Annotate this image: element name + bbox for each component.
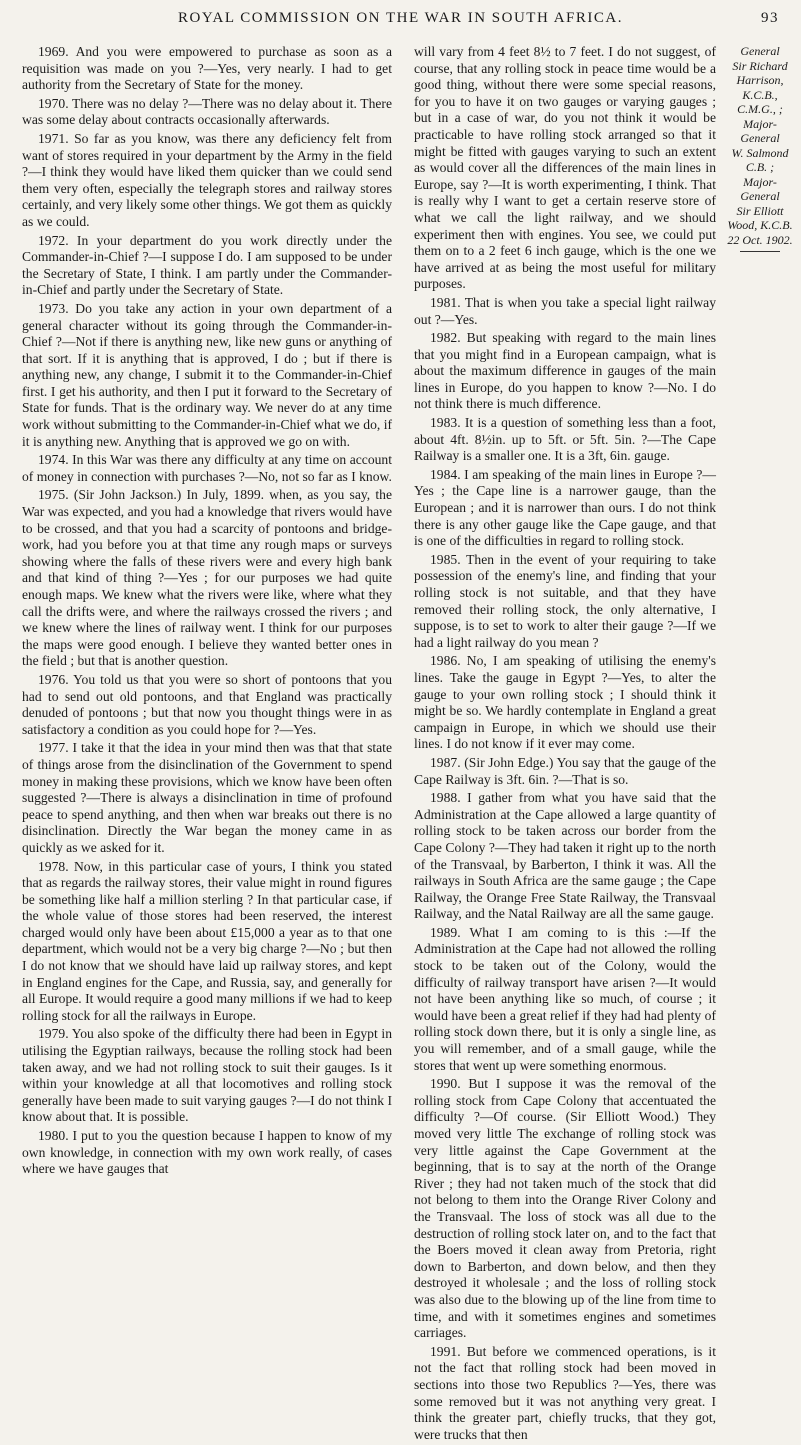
paragraph: 1989. What I am coming to is this :—If the Administration at the Cape had not allowed the rolling stock to be taken out of the Colony, would the difficulty of railway transport have arisen ?—It would not have been anything like so much, of course ; it would have been a great relief if they had had plenty of rolling stock down there, but it is only a single line, as you will remember, and of a small gauge, while the stores that went up were something enormous. bbox=[414, 924, 716, 1073]
page-header bbox=[0, 6, 801, 36]
running-title: ROYAL COMMISSION ON THE WAR IN SOUTH AFRICA. bbox=[178, 10, 623, 26]
paragraph: 1990. But I suppose it was the removal of the rolling stock from Cape Colony that accentuated the difficulty ?—Of course. (Sir Elliott Wood.) They moved very little The exchange of rolling stock was very little against the Cape Government at the beginning, that is to say at the north of the Orange River ; they had not taken much of the stock that did not belong to them into the Orange River Colony and the Transvaal. The loss of stock was all due to the destruction of rolling stock later on, and to the fact that the Boers moved it clean away from Pretoria, right down to Barberton, and down below, and then they destroyed it wholesale ; and the loss of rolling stock was also due to the blowing up of the line from time to time, and with it sometimes engines and sometimes carriages. bbox=[414, 1076, 716, 1341]
paragraph: 1975. (Sir John Jackson.) In July, 1899. when, as you say, the War was expected, and you had a knowledge that rivers would have to be crossed, and that you had a scarcity of pontoons and bridge-work, had you before you at that time any rough maps or surveys showing where the falls of these rivers were and every high bank and that kind of thing ?—Yes ; for our purposes we had quite enough maps. We knew what the rivers were like, where what they call the drifts were, and where the railways crossed the rivers ; and we knew where the lines of railway went. I think for our purposes the maps were good enough. I believe they wanted better ones in the field ; but that is another question. bbox=[22, 487, 392, 669]
margin-divider bbox=[740, 251, 780, 252]
right-column bbox=[414, 44, 716, 1445]
paragraph: 1978. Now, in this particular case of yours, I think you stated that as regards the railway stores, their value might in round figures be something like half a million sterling ? In that particular case, if the whole value of those stores had been reserved, the interest charged would only have been about £15,000 a year as to that one department, which would not be a very big charge ?—No ; but then I do not know that we should have laid up railway stores, and kept in England engines for the Cape, and Russia, say, and generally for all Europe. It would require a good many millions if we had to keep rolling stock for all the railways in Europe. bbox=[22, 858, 392, 1023]
margin-line: C.M.G., ; bbox=[737, 102, 783, 116]
paragraph: 1970. There was no delay ?—There was no delay about it. There was some delay about contracts occasionally afterwards. bbox=[22, 95, 392, 128]
paragraph: will vary from 4 feet 8½ to 7 feet. I do not suggest, of course, that any rolling stock in peace time would be a good thing, without there were some special reasons, for you to have it on two gauges or varying gauges ; but in a case of war, do you not think it would be practicable to have rolling stock arranged so that it might be fitted with gauges varying to such an extent as would cover all the differences of the main lines in Europe, say ?—It is worth experimenting, I think. That is really why I want to get a certain reserve store of what we call the light railway, and we should experiment then with engines. You see, we could put them on to a 2 feet 6 inch gauge, which is the one we have arrived at as being the most useful for military purposes. bbox=[414, 44, 716, 292]
margin-line: General bbox=[740, 44, 780, 58]
paragraph: 1971. So far as you know, was there any deficiency felt from want of stores required in your department by the Army in the field ?—I think they would have liked them quicker than we could send them very often, especially the telegraph stores and railway stores certainly, and very likely some other things. We got them as quickly as we could. bbox=[22, 130, 392, 229]
paragraph: 1981. That is when you take a special light railway out ?—Yes. bbox=[414, 294, 716, 327]
margin-line: C.B. ; bbox=[745, 160, 775, 174]
paragraph: 1986. No, I am speaking of utilising the enemy's lines. Take the gauge in Egypt ?—Yes, to alter the gauge to your own rolling stock ; I should think it might be so. We hardly contemplate in England a great campaign in Europe, in which we should use their lines. I do not know if it ever may come. bbox=[414, 653, 716, 752]
paragraph: 1969. And you were empowered to purchase as soon as a requisition was made on you ?—Yes, very nearly. I had to get authority from the Secretary of State for the money. bbox=[22, 44, 392, 93]
margin-line: Major- bbox=[743, 116, 777, 131]
margin-date: 22 Oct. 1902. bbox=[727, 232, 793, 247]
margin-line: Major- bbox=[743, 174, 777, 189]
margin-line: General bbox=[740, 131, 780, 145]
paragraph: 1974. In this War was there any difficulty at any time on account of money in connection with purchases ?—No, not so far as I know. bbox=[22, 452, 392, 484]
margin-line: Harrison, bbox=[736, 73, 784, 87]
margin-line: Wood, K.C.B. bbox=[727, 218, 793, 232]
paragraph: 1980. I put to you the question because I happen to know of my own knowledge, in connection with my own work really, of cases where we have gauges that bbox=[22, 1128, 392, 1177]
paragraph: 1976. You told us that you were so short of pontoons that you had to send out old pontoons, and that England was practically denuded of pontoons ; but that now you thought things were in as satisfactory a condition as you could hope for ?—Yes. bbox=[22, 671, 392, 737]
margin-line: General bbox=[740, 189, 780, 203]
paragraph: 1982. But speaking with regard to the main lines that you might find in a European campaign, what is about the maximum difference in gauges of the main lines in Europe, do you happen to know ?—No. I do not think there is much difference. bbox=[414, 330, 716, 412]
paragraph: 1972. In your department do you work directly under the Commander-in-Chief ?—I suppose I do. I am supposed to be under the Secretary of State, I think. I am partly under the Commander-in-Chief and partly under the Secretary of State. bbox=[22, 232, 392, 298]
margin-line: W. Salmond bbox=[731, 145, 789, 160]
page-number: 93 bbox=[761, 10, 779, 26]
witness-margin-note bbox=[725, 44, 795, 252]
margin-line: Sir Elliott bbox=[736, 203, 784, 218]
paragraph: 1973. Do you take any action in your own department of a general character without its going through the Commander-in-Chief ?—Not if there is anything new, like new guns or anything of that sort. If it is anything that is approved, I do ; but if there is anything new, any change, I submit it to the Commander-in-Chief first. I get his authority, and then I put it forward to the Secretary of State for funds. That is the ordinary way. We never do at any time work without submitting to the Commander-in-Chief what we do, if it is anything new. Anything that is approved we go on with. bbox=[22, 300, 392, 449]
paragraph: 1977. I take it that the idea in your mind then was that that state of things arose from the disinclination of the Government to spend money in making these provisions, which we know have been often suggested ?—There is always a disinclination in time of profound peace to spend anything, and then when war breaks out there is no disinclination. Directly the War began the money came in as quickly as we asked for it. bbox=[22, 740, 392, 855]
paragraph: 1991. But before we commenced operations, is it not the fact that rolling stock had been moved in sections into those two Republics ?—Yes, there was some removed but it was not anything very great. I think the greater part, chiefly trucks, that they got, were trucks that then bbox=[414, 1343, 716, 1442]
margin-line: Sir Richard bbox=[732, 58, 788, 73]
margin-line: K.C.B., bbox=[742, 87, 778, 102]
left-column bbox=[22, 44, 392, 1180]
paragraph: 1983. It is a question of something less than a foot, about 4ft. 8½in. up to 5ft. or 5ft. 5in. ?—The Cape Railway is a smaller one. It is a 3ft, 6in. gauge. bbox=[414, 415, 716, 464]
paragraph: 1984. I am speaking of the main lines in Europe ?—Yes ; the Cape line is a narrower gauge, than the European ; and it is narrower than ours. I do not think there is any other gauge like the Cape gauge, and that is one of the difficulties in regard to rolling stock. bbox=[414, 466, 716, 549]
paragraph: 1985. Then in the event of your requiring to take possession of the enemy's line, and finding that your rolling stock is not suitable, and that they have removed their rolling stock, the only alternative, I suppose, is to set to work to alter their gauge ?—If we had a light railway do you mean ? bbox=[414, 551, 716, 650]
paragraph: 1979. You also spoke of the difficulty there had been in Egypt in utilising the Egyptian railways, because the rolling stock had been taken away, and we had not rolling stock to suit their gauges. Is it within your knowledge at all that locomotives and rolling stock generally have been made to suit varying gauges ?—I do not think I know about that. It is possible. bbox=[22, 1026, 392, 1125]
paragraph: 1987. (Sir John Edge.) You say that the gauge of the Cape Railway is 3ft. 6in. ?—That is so. bbox=[414, 754, 716, 787]
paragraph: 1988. I gather from what you have said that the Administration at the Cape allowed a large quantity of rolling stock to be taken across our border from the Cape Colony ?—They had taken it right up to the north of the Transvaal, by Barberton, I think it was. All the railways in South Africa are the same gauge ; the Cape Railway, the Orange Free State Railway, the Transvaal Railway, and the Natal Railway are all the same gauge. bbox=[414, 790, 716, 922]
